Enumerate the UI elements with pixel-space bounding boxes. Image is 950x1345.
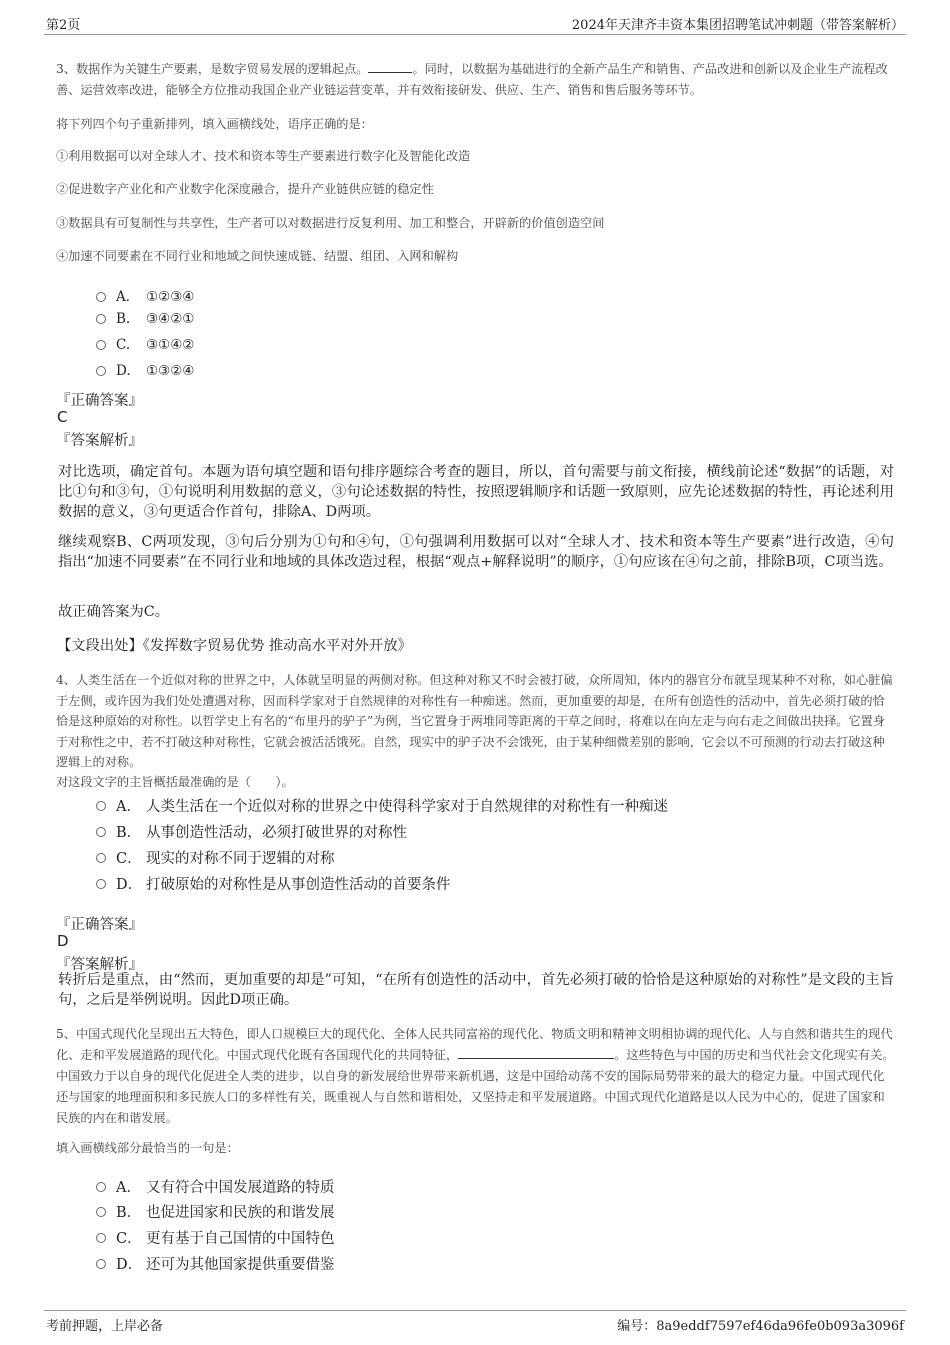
q3-instruction: 将下列四个句子重新排列，填入画横线处，语序正确的是：	[56, 117, 373, 131]
footer-code: 编号：8a9eddf7597ef46da96fe0b093a3096f	[617, 1319, 904, 1334]
q5-question: 填入画横线部分最恰当的一句是：	[56, 1141, 239, 1155]
q5-option-a[interactable]: A． 又有符合中国发展道路的特质	[96, 1176, 335, 1197]
q5-blank	[458, 1046, 614, 1059]
q4-option-b[interactable]: B． 从事创造性活动，必须打破世界的对称性	[96, 821, 407, 842]
radio-button[interactable]	[96, 292, 106, 302]
q3-analysis-2: 继续观察B、C两项发现，③句后分别为①句和④句，①句强调利用数据可以对“全球人才、技术和资本等生产要素”进行改造，④句指出“加速不同要素”在不同行业和地域的具体改造过程，根据“观点+解释说明”的顺序，①句应该在④句之前，排除B项，C项当选。	[58, 534, 894, 570]
q4-option-d[interactable]: D． 打破原始的对称性是从事创造性活动的首要条件	[96, 873, 451, 894]
q5-option-c[interactable]: C． 更有基于自己国情的中国特色	[96, 1227, 335, 1248]
radio-button[interactable]	[96, 1233, 106, 1243]
q3-answer: C	[57, 408, 68, 426]
q3-analysis-1: 对比选项，确定首句。本题为语句填空题和语句排序题综合考查的题目，所以，首句需要与前文衔接，横线前论述“数据”的话题，对比①句和③句，①句说明利用数据的意义，③句论述数据的特性，按照逻辑顺序和话题一致原则，应先论述数据的特性，再论述利用数据的意义，③句更适合作首句，排除A、D两项。	[58, 464, 894, 520]
q3-stem: 3、数据作为关键生产要素，是数字贸易发展的逻辑起点。 。同时，以数据为基础进行的全新产品生产和销售、产品改进和创新以及企业生产流程改善、运营效率改进，能够全方位推动我国企业产业链运营变革，并有效衔接研发、供应、生产、销售和售后服务等环节。	[56, 62, 888, 97]
radio-button[interactable]	[96, 827, 106, 837]
radio-button[interactable]	[96, 801, 106, 811]
q3-sentence-4: ④加速不同要素在不同行业和地域之间快速成链、结盟、组团、入网和解构	[56, 249, 459, 263]
radio-button[interactable]	[96, 879, 106, 889]
radio-button[interactable]	[96, 1207, 106, 1217]
footer-divider	[44, 1310, 906, 1311]
q3-sentence-3: ③数据具有可复制性与共享性，生产者可以对数据进行反复利用、加工和整合，开辟新的价值创造空间	[56, 216, 605, 230]
header-divider	[44, 34, 906, 35]
q4-answer-label: 『正确答案』	[56, 917, 143, 933]
q4-question: 对这段文字的主旨概括最准确的是（ ）。	[56, 775, 294, 789]
q3-analysis-label: 『答案解析』	[56, 433, 143, 449]
page-number: 第2页	[46, 18, 81, 33]
q3-answer-label: 『正确答案』	[56, 393, 143, 409]
q3-analysis-3: 故正确答案为C。	[58, 604, 170, 620]
radio-button[interactable]	[96, 314, 106, 324]
q4-option-a[interactable]: A． 人类生活在一个近似对称的世界之中使得科学家对于自然规律的对称性有一种痴迷	[96, 795, 668, 816]
radio-button[interactable]	[96, 1259, 106, 1269]
q3-option-b[interactable]: B. ③④②①	[96, 311, 194, 327]
q4-analysis-label: 『答案解析』	[56, 957, 143, 973]
q5-option-d[interactable]: D． 还可为其他国家提供重要借鉴	[96, 1253, 335, 1274]
radio-button[interactable]	[96, 1182, 106, 1192]
radio-button[interactable]	[96, 853, 106, 863]
q4-option-c[interactable]: C． 现实的对称不同于逻辑的对称	[96, 847, 335, 868]
footer-slogan: 考前押题，上岸必备	[46, 1319, 164, 1334]
q4-answer: D	[57, 932, 69, 950]
radio-button[interactable]	[96, 366, 106, 376]
q5-option-b[interactable]: B． 也促进国家和民族的和谐发展	[96, 1201, 335, 1222]
q3-option-c[interactable]: C. ③①④②	[96, 337, 194, 353]
radio-button[interactable]	[96, 340, 106, 350]
q3-source: 【文段出处】《发挥数字贸易优势 推动高水平对外开放》	[57, 638, 412, 654]
document-title: 2024年天津齐丰资本集团招聘笔试冲刺题（带答案解析）	[571, 18, 904, 33]
q4-analysis: 转折后是重点，由“然而，更加重要的却是”可知，“在所有创造性的活动中，首先必须打破的恰恰是这种原始的对称性”是文段的主旨句，之后是举例说明。因此D项正确。	[58, 972, 894, 1008]
q5-stem: 5、中国式现代化呈现出五大特色，即人口规模巨大的现代化、全体人民共同富裕的现代化、物质文明和精神文明相协调的现代化、人与自然和谐共生的现代化、走和平发展道路的现代化。中国式现代化既有各国现代化的共同特征， 。这些特色与中国的历史和当代社会文化现实有关。中国致力于以自身的现代化促进全人类的进步，以自身的新发展给世界带来新机遇，这是中国给动荡不安的国际局势带来的最大的稳定力量。中国式现代化还与国家的地理面积和多民族人口的多样性有关，既重视人与自然和谐相处，又坚持走和平发展道路。中国式现代化道路是以人民为中心的，促进了国家和民族的内在和谐发展。	[56, 1027, 895, 1125]
q3-option-a[interactable]: A． ①②③④	[96, 285, 194, 305]
q3-blank	[368, 60, 412, 73]
q4-stem: 4、人类生活在一个近似对称的世界之中，人体就呈明显的两侧对称。但这种对称又不时会被打破，众所周知，体内的器官分布就呈现某种不对称，如心脏偏于左侧，或许因为我们处处遭遇对称，因而科学家对于自然规律的对称性有一种痴迷。然而，更加重要的却是，在所有创造性的活动中，首先必须打破的恰恰是这种原始的对称性。以哲学史上有名的“布里丹的驴子”为例，当它置身于两堆同等距离的干草之间时，将难以在向左走与向右走之间做出抉择。它置身于对称性之中，若不打破这种对称性，它就会被活活饿死。自然，现实中的驴子决不会饿死，由于某种细微差别的影响，它会以不可预测的行动去打破这种逻辑上的对称。	[56, 673, 893, 769]
q3-sentence-2: ②促进数字产业化和产业数字化深度融合，提升产业链供应链的稳定性	[56, 182, 434, 196]
q3-sentence-1: ①利用数据可以对全球人才、技术和资本等生产要素进行数字化及智能化改造	[56, 149, 471, 163]
q3-option-d[interactable]: D. ①③②④	[96, 363, 194, 379]
